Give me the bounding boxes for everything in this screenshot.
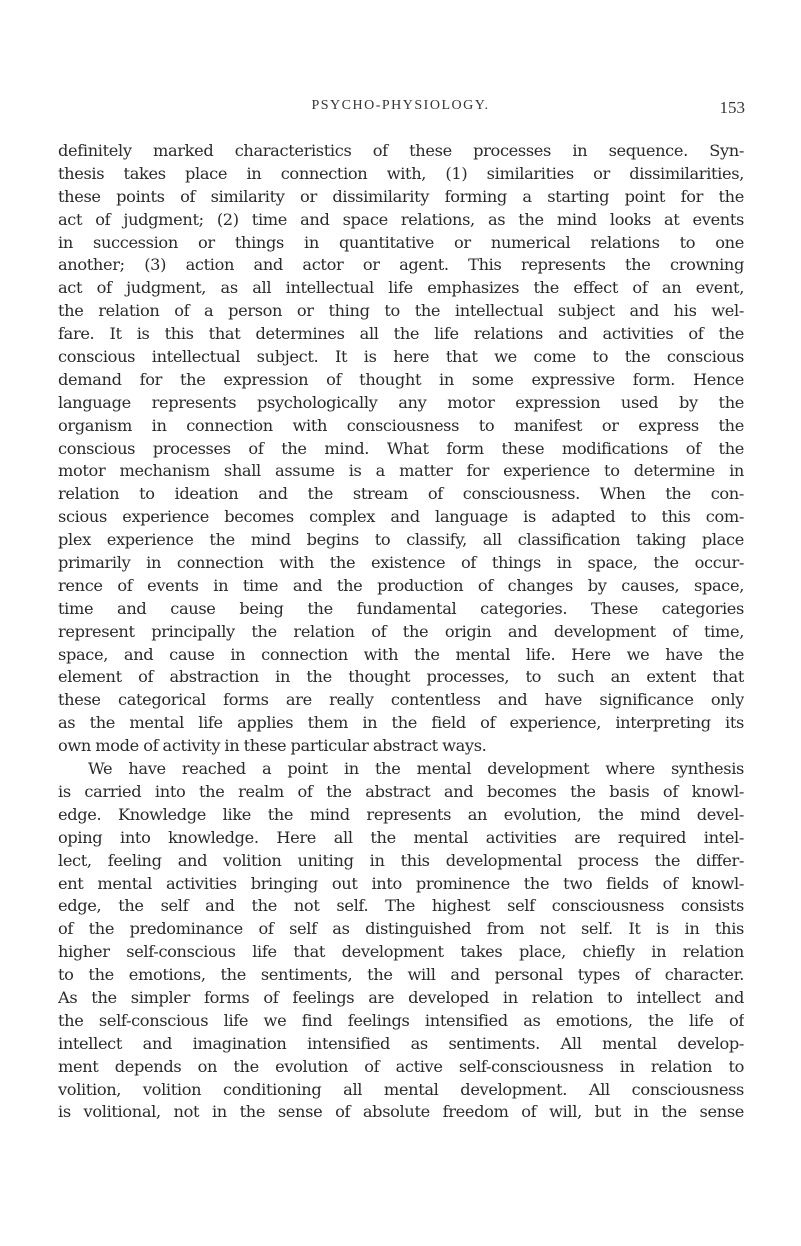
text-line: as the mental life applies them in the field of experience, interpreting its (58, 713, 744, 733)
text-line: act of judgment; (2) time and space relations, as the mind looks at events (58, 209, 744, 229)
running-header (0, 98, 801, 120)
body-text (58, 140, 744, 1124)
text-line: to the emotions, the sentiments, the will and personal types of character. (58, 965, 744, 985)
text-line: demand for the expression of thought in some expressive form. Hence (58, 369, 744, 389)
page-number: 153 (719, 98, 745, 117)
text-line: As the simpler forms of feelings are developed in relation to intellect and (58, 987, 744, 1007)
text-line: represent principally the relation of the origin and development of time, (58, 621, 744, 641)
running-title: PSYCHO-PHYSIOLOGY. (311, 98, 490, 113)
text-line: edge, the self and the not self. The highest self consciousness consists (58, 896, 744, 916)
text-line: rence of events in time and the production of changes by causes, space, (58, 575, 744, 595)
text-line: lect, feeling and volition uniting in this developmental process the differ- (58, 850, 744, 870)
text-line: element of abstraction in the thought processes, to such an extent that (58, 667, 744, 687)
text-line: higher self-conscious life that development takes place, chiefly in relation (58, 942, 744, 962)
text-line: own mode of activity in these particular abstract ways. (58, 736, 487, 756)
text-line: language represents psychologically any motor expression used by the (58, 392, 744, 412)
text-line: in succession or things in quantitative or numerical relations to one (58, 232, 744, 252)
text-line: conscious intellectual subject. It is here that we come to the conscious (58, 347, 744, 367)
text-line: fare. It is this that determines all the life relations and activities of the (58, 324, 744, 344)
text-line: intellect and imagination intensified as sentiments. All mental develop- (58, 1033, 744, 1053)
text-line: act of judgment, as all intellectual life emphasizes the effect of an event, (58, 278, 744, 298)
text-line: ent mental activities bringing out into prominence the two fields of knowl- (58, 873, 744, 893)
text-line: is carried into the realm of the abstract and becomes the basis of knowl- (58, 781, 744, 801)
text-line: plex experience the mind begins to classify, all classification taking place (58, 530, 744, 550)
text-line: edge. Knowledge like the mind represents an evolution, the mind devel- (58, 804, 744, 824)
text-line: the self-conscious life we find feelings intensified as emotions, the life of (58, 1010, 744, 1030)
text-line: conscious processes of the mind. What form these modifications of the (58, 438, 744, 458)
text-line: of the predominance of self as distinguished from not self. It is in this (58, 919, 744, 939)
text-line: time and cause being the fundamental categories. These categories (58, 598, 744, 618)
text-line: thesis takes place in connection with, (1) similarities or dissimilarities, (58, 163, 744, 183)
text-line: ment depends on the evolution of active self-consciousness in relation to (58, 1056, 744, 1076)
text-line: the relation of a person or thing to the intellectual subject and his wel- (58, 301, 744, 321)
text-line: these points of similarity or dissimilarity forming a starting point for the (58, 186, 744, 206)
text-line: another; (3) action and actor or agent. This represents the crowning (58, 255, 744, 275)
text-line: motor mechanism shall assume is a matter for experience to determine in (58, 461, 744, 481)
text-line: primarily in connection with the existence of things in space, the occur- (58, 553, 744, 573)
text-line: scious experience becomes complex and language is adapted to this com- (58, 507, 744, 527)
text-line: oping into knowledge. Here all the mental activities are required intel- (58, 827, 744, 847)
text-line: organism in connection with consciousness to manifest or express the (58, 415, 744, 435)
text-line: space, and cause in connection with the mental life. Here we have the (58, 644, 744, 664)
text-line: is volitional, not in the sense of absolute freedom of will, but in the sense (58, 1102, 744, 1122)
text-line: relation to ideation and the stream of consciousness. When the con- (58, 484, 744, 504)
text-line: these categorical forms are really contentless and have significance only (58, 690, 744, 710)
text-line: We have reached a point in the mental development where synthesis (88, 759, 744, 779)
text-line: definitely marked characteristics of these processes in sequence. Syn- (58, 141, 744, 160)
text-line: volition, volition conditioning all mental development. All consciousness (58, 1079, 744, 1099)
